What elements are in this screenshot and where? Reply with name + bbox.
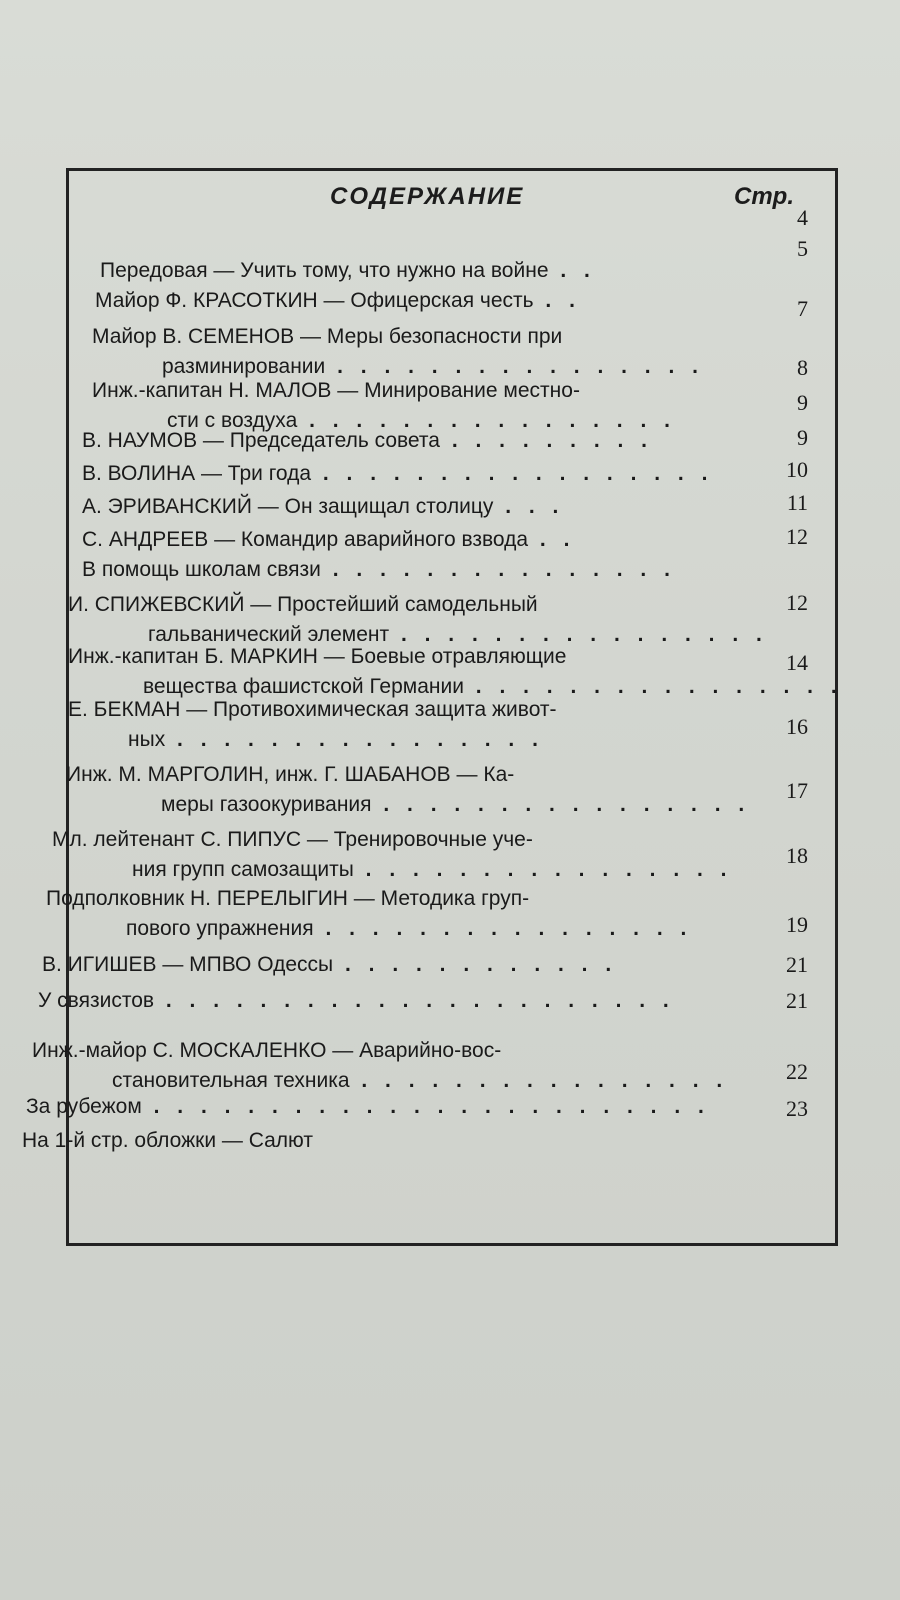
- toc-entry-continuation: ния групп самозащиты . . . . . . . . . . . . . . . .: [132, 858, 733, 881]
- toc-entry-continuation: сти с воздуха . . . . . . . . . . . . . . . .: [167, 409, 676, 432]
- toc-entry: [82, 428, 653, 454]
- toc-entry: [92, 378, 580, 404]
- toc-entry-continuation: гальванический элемент . . . . . . . . . . . . . . . .: [148, 623, 768, 646]
- leader-dots: . . . . . . . . .: [439, 429, 654, 452]
- leader-dots: . . . . . . . . . . . . . . . . . . . . . . . .: [141, 1095, 710, 1118]
- leader-dots: . .: [533, 289, 581, 312]
- toc-entry-text: Передовая — Учить тому, что нужно на войне: [100, 259, 549, 282]
- page-number: 12: [786, 524, 808, 549]
- toc-entry: [66, 762, 514, 788]
- toc-entry-text: Инж.-майор С. МОСКАЛЕНКО — Аварийно-вос-: [32, 1039, 502, 1062]
- toc-entry-text: Инж.-капитан Н. МАЛОВ — Минирование местно-: [92, 379, 580, 402]
- page-number: 9: [797, 390, 808, 415]
- toc-entry: [68, 644, 566, 670]
- page-number: 9: [797, 425, 808, 450]
- toc-entry: [22, 1128, 313, 1154]
- page-number: 14: [786, 650, 808, 675]
- toc-entry: [100, 258, 596, 284]
- page-number: 18: [786, 843, 808, 868]
- toc-entry: [82, 494, 564, 520]
- toc-entry-continuation: разминировании . . . . . . . . . . . . . . . .: [162, 355, 704, 378]
- page-number: 5: [797, 236, 808, 261]
- toc-entry: [95, 288, 581, 314]
- leader-dots: . . . . . . . . . . . . . . .: [320, 558, 676, 581]
- page-number: 21: [786, 988, 808, 1013]
- page-number: 23: [786, 1096, 808, 1121]
- page-column-header: Стр.: [734, 183, 794, 210]
- page-number: 4: [797, 205, 808, 230]
- toc-entry-continuation: ных . . . . . . . . . . . . . . . .: [128, 728, 544, 751]
- toc-entry-text: В помощь школам связи: [82, 558, 321, 581]
- toc-entry: [52, 827, 533, 853]
- toc-entry-continuation: меры газоокуривания . . . . . . . . . . . . . . . .: [161, 793, 751, 816]
- toc-entry-text: Е. БЕКМАН — Противохимическая защита живот-: [68, 698, 557, 721]
- page-number: 22: [786, 1059, 808, 1084]
- toc-entry-text: В. ВОЛИНА — Три года: [82, 462, 312, 485]
- toc-entry: [82, 527, 575, 553]
- toc-entry-text: В. ИГИШЕВ — МПВО Одессы: [42, 953, 334, 976]
- toc-entry: [46, 886, 529, 912]
- leader-dots: . . . . . . . . . . . .: [333, 953, 618, 976]
- page-number: 10: [786, 457, 808, 482]
- leader-dots: . . . . . . . . . . . . . . . . .: [311, 462, 714, 485]
- toc-entry-text: И. СПИЖЕВСКИЙ — Простейший самодельный: [68, 593, 538, 616]
- toc-entry: [42, 952, 617, 978]
- leader-dots: . . . . . . . . . . . . . . . . . . . . . .: [154, 989, 675, 1012]
- page-number: 21: [786, 952, 808, 977]
- page-number: 8: [797, 355, 808, 380]
- toc-entry-text: В. НАУМОВ — Председатель совета: [82, 429, 440, 452]
- toc-entry-text: Майор В. СЕМЕНОВ — Меры безопасности при: [92, 325, 563, 348]
- page-number: 7: [797, 296, 808, 321]
- toc-entry-text: У связистов: [38, 989, 155, 1012]
- leader-dots: . . .: [493, 495, 565, 518]
- toc-entry: [32, 1038, 501, 1064]
- toc-entry-continuation: вещества фашистской Германии . . . . . . . . . . . . . . . .: [143, 675, 843, 698]
- toc-entry: [82, 461, 713, 487]
- toc-entry: [92, 324, 562, 350]
- toc-entry-text: С. АНДРЕЕВ — Командир аварийного взвода: [82, 528, 529, 551]
- toc-entry: [68, 697, 557, 723]
- toc-entry-continuation: становительная техника . . . . . . . . . . . . . . . .: [112, 1069, 729, 1092]
- toc-entry-text: За рубежом: [26, 1095, 142, 1118]
- page-number: 12: [786, 590, 808, 615]
- toc-entry: [68, 592, 538, 618]
- toc-entry-text: Инж. М. МАРГОЛИН, инж. Г. ШАБАНОВ — Ка-: [66, 763, 515, 786]
- page-number: 11: [786, 490, 808, 515]
- leader-dots: . .: [528, 528, 576, 551]
- toc-entry-text: На 1-й стр. обложки — Салют: [22, 1129, 313, 1152]
- toc-entry-text: Инж.-капитан Б. МАРКИН — Боевые отравляющие: [68, 645, 567, 668]
- toc-entry-text: Майор Ф. КРАСОТКИН — Офицерская честь: [95, 289, 534, 312]
- page-number: 19: [786, 912, 808, 937]
- leader-dots: . .: [548, 259, 596, 282]
- toc-entry: [38, 988, 675, 1014]
- page-number: 16: [786, 714, 808, 739]
- page-number: 17: [786, 778, 808, 803]
- toc-entry-text: Мл. лейтенант С. ПИПУС — Тренировочные уче-: [52, 828, 533, 851]
- toc-entry: [82, 557, 676, 583]
- contents-title: СОДЕРЖАНИЕ: [330, 183, 525, 210]
- toc-entry-text: А. ЭРИВАНСКИЙ — Он защищал столицу: [82, 495, 494, 518]
- toc-entry: [26, 1094, 710, 1120]
- toc-entry-continuation: пового упражнения . . . . . . . . . . . . . . . .: [126, 917, 693, 940]
- toc-entry-text: Подполковник Н. ПЕРЕЛЫГИН — Методика груп-: [46, 887, 530, 910]
